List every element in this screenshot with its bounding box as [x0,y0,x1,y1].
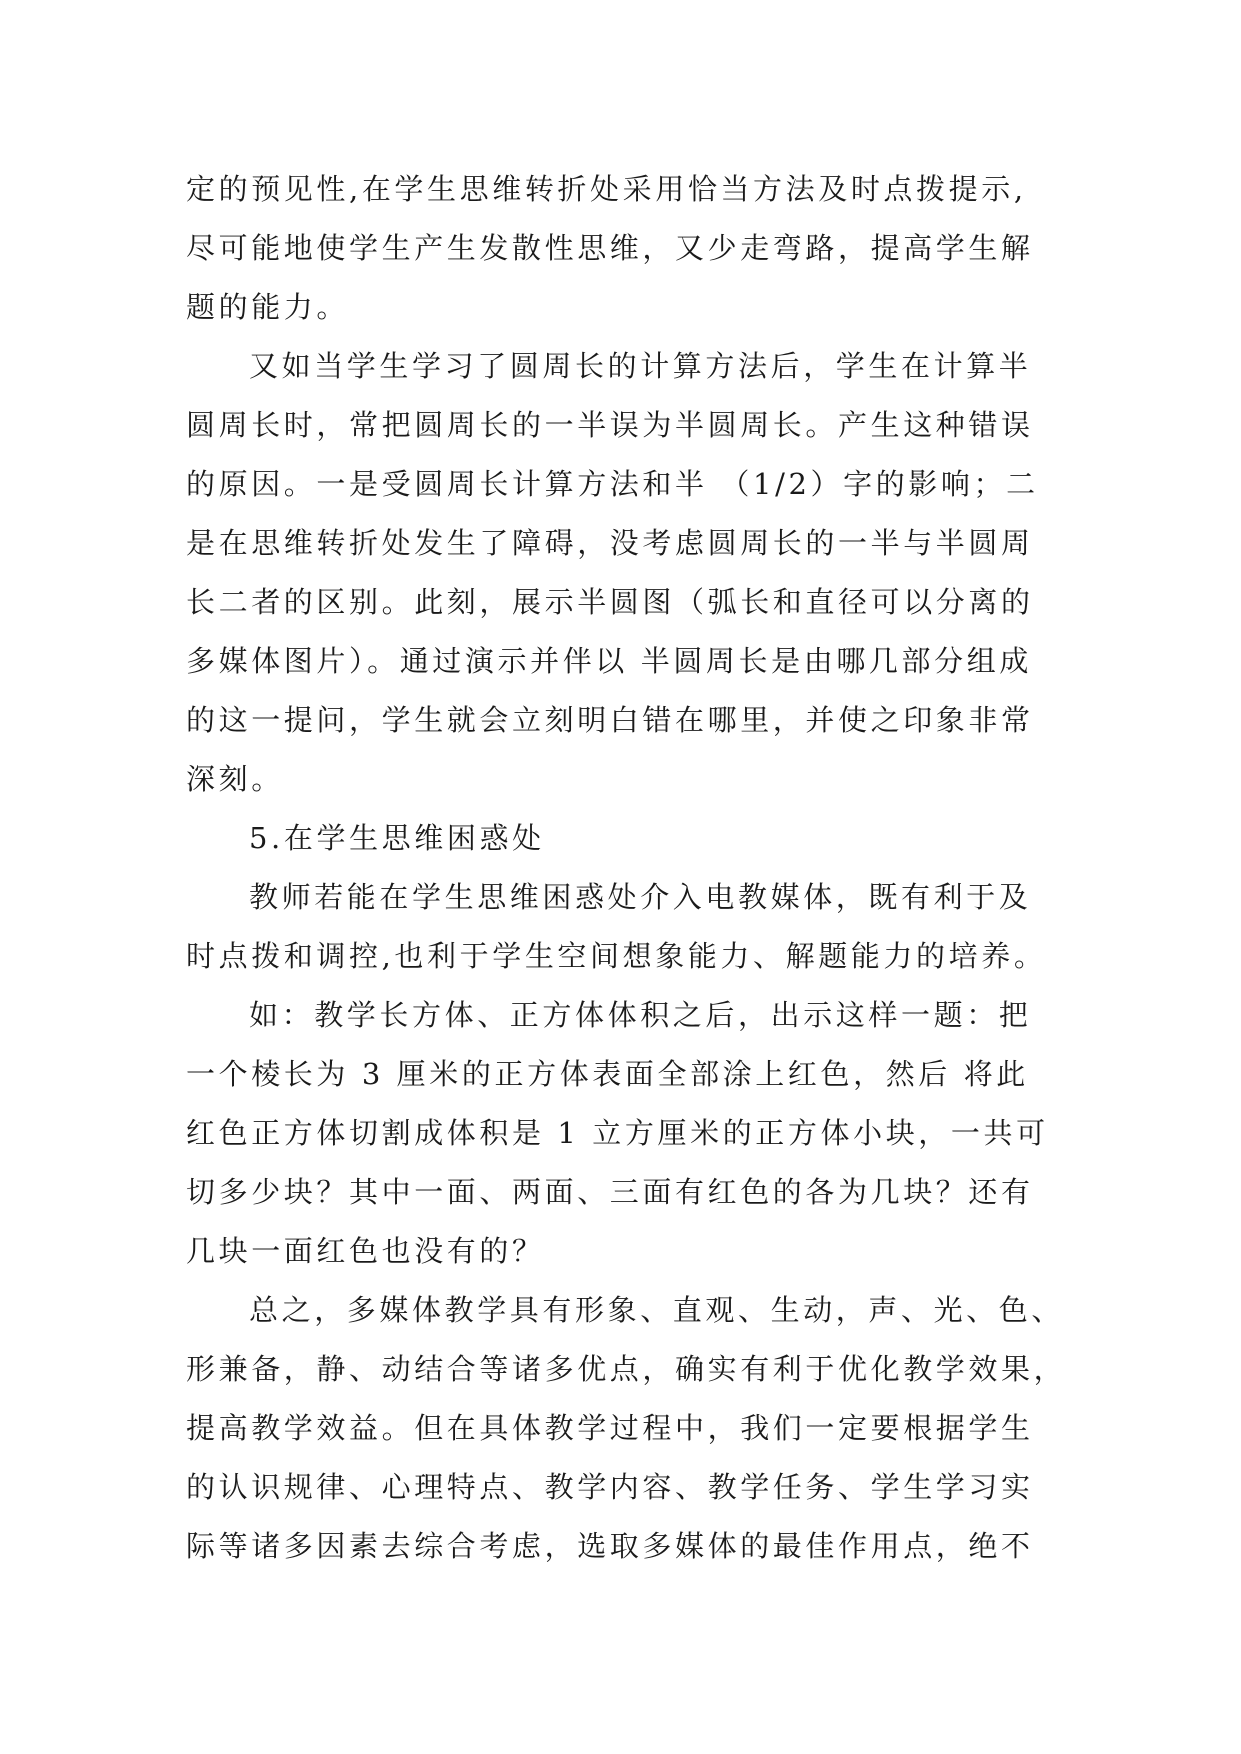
paragraph-first-line: 又如当学生学习了圆周长的计算方法后，学生在计算半 [249,349,1032,383]
text-line: 多媒体图片）。通过演示并伴以 半圆周长是由哪几部分组成 [186,644,1032,678]
text-line: 几块一面红色也没有的？ [186,1234,545,1268]
paragraph-first-line: 如：教学长方体、正方体体积之后，出示这样一题：把 [249,998,1032,1032]
text-line: 一个棱长为 3 厘米的正方体表面全部涂上红色，然后 将此 [186,1057,1029,1091]
paragraph-first-line: 5.在学生思维困惑处 [249,821,545,855]
text-line: 的认识规律、心理特点、教学内容、教学任务、学生学习实 [186,1470,1034,1504]
text-line: 尽可能地使学生产生发散性思维，又少走弯路，提高学生解 [186,231,1034,265]
text-line: 题的能力。 [186,290,350,324]
text-line: 提高教学效益。但在具体教学过程中，我们一定要根据学生 [186,1411,1034,1445]
text-line: 是在思维转折处发生了障碍，没考虑圆周长的一半与半圆周 [186,526,1034,560]
text-line: 长二者的区别。此刻，展示半圆图（弧长和直径可以分离的 [186,585,1034,619]
text-line: 形兼备，静、动结合等诸多优点，确实有利于优化教学效果， [186,1352,1067,1386]
text-line: 红色正方体切割成体积是 1 立方厘米的正方体小块，一共可 [186,1116,1049,1150]
text-line: 际等诸多因素去综合考虑，选取多媒体的最佳作用点，绝不 [186,1529,1034,1563]
paragraph-first-line: 教师若能在学生思维困惑处介入电教媒体，既有利于及 [249,880,1032,914]
text-line: 深刻。 [186,762,284,796]
body-text [186,160,1086,1576]
text-line: 切多少块？其中一面、两面、三面有红色的各为几块？还有 [186,1175,1034,1209]
text-line: 定的预见性,在学生思维转折处采用恰当方法及时点拨提示, [186,172,1027,206]
text-line: 的原因。一是受圆周长计算方法和半 （1/2）字的影响；二 [186,467,1039,501]
paragraph-first-line: 总之，多媒体教学具有形象、直观、生动，声、光、色、 [249,1293,1065,1327]
text-line: 时点拨和调控,也利于学生空间想象能力、解题能力的培养。 [186,939,1047,973]
text-line: 的这一提问，学生就会立刻明白错在哪里，并使之印象非常 [186,703,1034,737]
text-line: 圆周长时，常把圆周长的一半误为半圆周长。产生这种错误 [186,408,1034,442]
